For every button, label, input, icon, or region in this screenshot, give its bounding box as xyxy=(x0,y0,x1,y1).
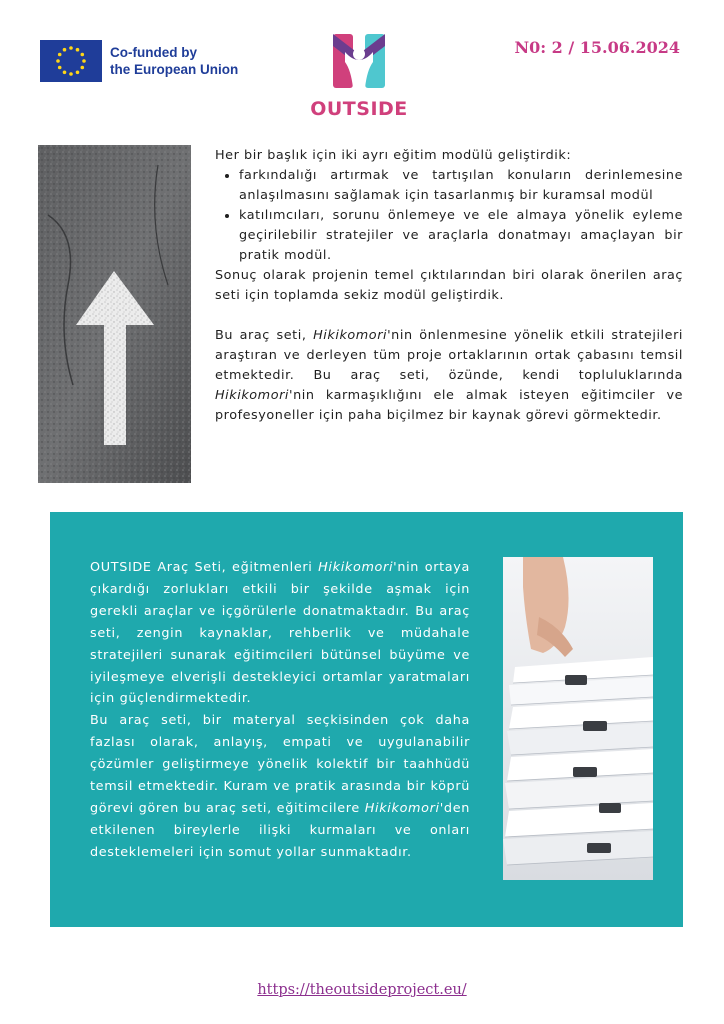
eu-cofunded-logo xyxy=(40,40,250,82)
outside-project-logo xyxy=(305,28,413,128)
eu-logo-text xyxy=(110,44,238,78)
module-item-theoretical: • farkındalığı artırmak ve tartışılan konuların derinlemesine anlaşılmasını sağlamak için tasarlanmış bir kuramsal modül xyxy=(239,166,683,206)
toolkit-text xyxy=(90,557,470,864)
text-run: Bu araç seti, bir materyal seçkisinden çok daha fazlası olarak, anlayış, empati ve uygulanabilir çözümler geliştirmeye yönelik kolektif bir taahhüdü temsil etmektedir. Kuram ve pratik arasında bir köprü görevi gören bu araç seti, eğitimcilere xyxy=(90,713,470,816)
text-run: 'nin önlenmesine yönelik etkili stratejileri araştıran ve derleyen tüm proje ortaklarının ortak çabasını temsil etmektedir. Bu araç seti, özünde, kendi topluluklarında xyxy=(215,328,683,383)
toolkit-paragraph-2 xyxy=(90,710,470,863)
module-item-practical: • katılımcıları, sorunu önlemeye ve ele almaya yönelik eyleme geçirilebilir stratejiler ve araçlarla donatmayı amaçlayan bir pratik modül. xyxy=(239,206,683,266)
term-hikikomori: Hikikomori xyxy=(215,388,289,403)
text-run: 'nin ortaya çıkardığı zorlukları etkili bir şekilde aşmak için gerekli araçlar ve içgörülerle donatmaktadır. Bu araç seti, zengin kaynaklar, rehberlik ve müdahale stratejileri sunarak eğitimcileri bütünsel büyüme ve iyileşmeye elverişli destekleyici ortamlar yaratmaları için güçlendirmektedir. xyxy=(90,560,470,707)
text-run: 'den etkilenen bireylerle ilişki kurmaları ve onları desteklemeleri için somut yollar sunmaktadır. xyxy=(90,800,470,860)
eu-flag-icon xyxy=(40,40,102,82)
text-run: Bu araç seti, xyxy=(215,328,314,343)
module-list xyxy=(215,166,683,266)
project-website-link[interactable]: https://theoutsideproject.eu/ xyxy=(257,982,467,998)
intro-paragraph-2 xyxy=(215,326,683,426)
toolkit-paragraph-1 xyxy=(90,557,470,710)
road-arrow-photo xyxy=(38,145,191,483)
text-run: 'nin karmaşıklığını ele almak isteyen eğitimciler ve profesyoneller için paha biçilmez bir kaynak görevi görmektedir. xyxy=(215,388,683,423)
eu-line-2: the European Union xyxy=(110,62,239,77)
term-hikikomori: Hikikomori xyxy=(318,560,394,575)
paper-stack-photo xyxy=(503,557,653,880)
eu-line-1: Co-funded by xyxy=(110,45,197,60)
term-hikikomori: Hikikomori xyxy=(313,328,388,343)
issue-number: N0: 2 / 15.06.2024 xyxy=(514,38,680,57)
intro-lead: Her bir başlık için iki ayrı eğitim modülü geliştirdik: xyxy=(215,148,572,163)
toolkit-panel xyxy=(50,512,683,927)
outside-figure-icon xyxy=(331,32,387,90)
text-run: OUTSIDE Araç Seti, eğitmenleri xyxy=(90,560,319,575)
intro-summary: Sonuç olarak projenin temel çıktılarından biri olarak önerilen araç seti için toplamda sekiz modül geliştirdik. xyxy=(215,268,683,303)
intro-text xyxy=(215,146,683,426)
outside-logo-text: OUTSIDE xyxy=(310,98,408,120)
term-hikikomori: Hikikomori xyxy=(364,800,440,816)
